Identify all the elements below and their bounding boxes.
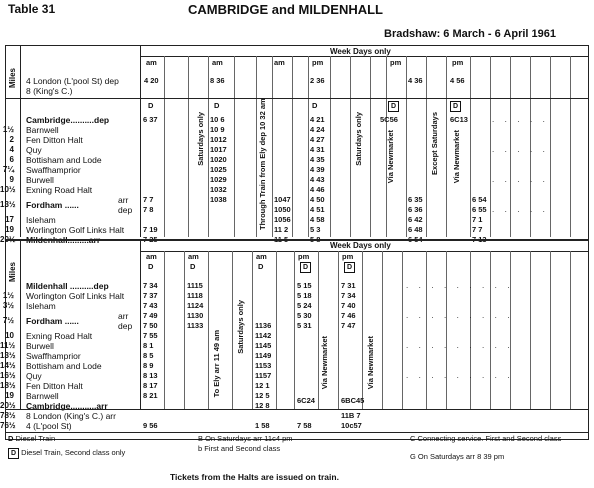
diesel-marker: D bbox=[258, 262, 264, 271]
diesel-marker: D bbox=[190, 262, 196, 271]
week-days-header-up: Week Days only bbox=[330, 47, 391, 56]
week-days-header-down: Week Days only bbox=[330, 241, 391, 250]
diesel-marker: D bbox=[312, 101, 318, 110]
station-name: Exning Road Halt bbox=[26, 331, 93, 341]
station-name: Bottisham and Lode bbox=[26, 361, 102, 371]
station-name: Burwell bbox=[26, 175, 54, 185]
station-name: Barnwell bbox=[26, 125, 59, 135]
note-vertical: Via Newmarket bbox=[386, 130, 395, 184]
legend-diesel-second: D Diesel Train, Second class only bbox=[8, 448, 125, 459]
legend-b: B On Saturdays arr 11c4 pm bbox=[198, 434, 293, 443]
station-name: Quy bbox=[26, 145, 42, 155]
station-name: Barnwell bbox=[26, 391, 59, 401]
diesel-second-class-marker: D bbox=[450, 101, 461, 112]
miles-label-down: Miles bbox=[8, 262, 17, 283]
station-name: Mildenhall.........arr bbox=[26, 235, 101, 245]
station-name: Bottisham and Lode bbox=[26, 155, 102, 165]
diesel-marker: D bbox=[148, 262, 154, 271]
station-name: Mildenhall ..........dep bbox=[26, 281, 109, 291]
station-name: Worlington Golf Links Halt bbox=[26, 225, 125, 235]
note-vertical: Via Newmarket bbox=[366, 336, 375, 390]
station-name: Fen Ditton Halt bbox=[26, 381, 83, 391]
station-name: Exning Road Halt bbox=[26, 185, 93, 195]
source-note: Bradshaw: 6 March - 6 April 1961 bbox=[384, 28, 556, 40]
note-vertical: Through Train from Ely dep 10 32 am bbox=[258, 98, 267, 230]
diesel-second-class-marker: D bbox=[344, 262, 355, 273]
footer-note: Tickets from the Halts are issued on train. bbox=[170, 472, 339, 482]
diesel-second-class-marker: D bbox=[388, 101, 399, 112]
station-name: Fen Ditton Halt bbox=[26, 135, 83, 145]
diesel-marker: D bbox=[214, 101, 220, 110]
legend-diesel: D Diesel Train bbox=[8, 434, 56, 443]
station-name: Isleham bbox=[26, 301, 56, 311]
station-name: Worlington Golf Links Halt bbox=[26, 291, 125, 301]
legend-b2: b First and Second class bbox=[198, 444, 281, 453]
table-number: Table 31 bbox=[8, 2, 56, 16]
note-vertical: Saturdays only bbox=[196, 112, 205, 166]
note-vertical: Saturdays only bbox=[354, 112, 363, 166]
station-name: Swaffhamprior bbox=[26, 351, 81, 361]
london-line-down: 4 (L'pool St) bbox=[26, 421, 72, 431]
station-name: Swaffhamprior bbox=[26, 165, 81, 175]
london-line-up: 8 (King's C.) bbox=[26, 86, 73, 96]
london-line-down: 8 London (King's C.) arr bbox=[26, 411, 116, 421]
page-title: CAMBRIDGE and MILDENHALL bbox=[188, 2, 383, 17]
note-vertical: Except Saturdays bbox=[430, 112, 439, 175]
london-line-up: 4 London (L'pool St) dep bbox=[26, 76, 119, 86]
legend-c: C Connecting service. First and Second class bbox=[410, 434, 562, 443]
station-name: Quy bbox=[26, 371, 42, 381]
note-vertical: To Ely arr 11 49 am bbox=[212, 330, 221, 398]
station-name: Cambridge..........dep bbox=[26, 115, 110, 125]
miles-label-up: Miles bbox=[8, 68, 17, 89]
legend-g: G On Saturdays arr 8 39 pm bbox=[410, 452, 505, 461]
station-name: Fordham ...... bbox=[26, 200, 79, 210]
station-name: Isleham bbox=[26, 215, 56, 225]
station-name: Fordham ...... bbox=[26, 316, 79, 326]
diesel-marker: D bbox=[148, 101, 154, 110]
note-vertical: Via Newmarket bbox=[452, 130, 461, 184]
station-name: Burwell bbox=[26, 341, 54, 351]
station-name: Cambridge...........arr bbox=[26, 401, 108, 411]
note-vertical: Saturdays only bbox=[236, 300, 245, 354]
note-vertical: Via Newmarket bbox=[320, 336, 329, 390]
diesel-second-class-marker: D bbox=[300, 262, 311, 273]
